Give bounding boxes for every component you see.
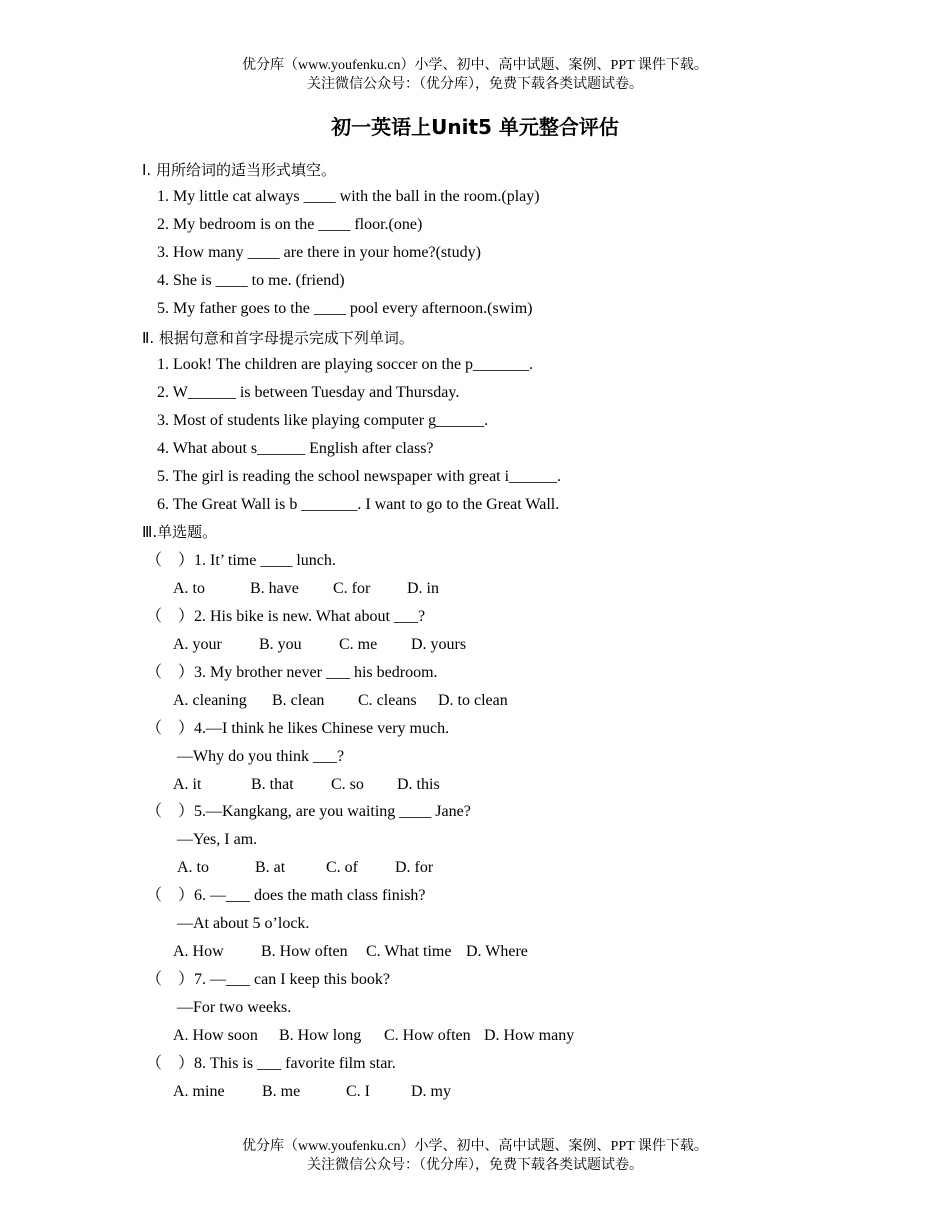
- header-line-1: 优分库（www.youfenku.cn）小学、初中、高中试题、案例、PPT 课件下载。: [242, 58, 708, 73]
- option-c: C. of: [326, 859, 358, 876]
- header-line-2: 关注微信公众号：（优分库），免费下载各类试题试卷。: [307, 77, 643, 92]
- option-c: C. so: [331, 776, 364, 793]
- question-stem: （ ）1. It’ time ____ lunch.: [146, 552, 336, 569]
- option-a: A. your: [173, 636, 222, 653]
- option-a: A. to: [177, 859, 209, 876]
- option-d: D. to clean: [438, 692, 508, 709]
- question-stem: （ ）5.—Kangkang, are you waiting ____ Jane?: [146, 803, 471, 820]
- question-stem: （ ）7. —___ can I keep this book?: [146, 971, 390, 988]
- section-1-item: 3. How many ____ are there in your home?(study): [157, 244, 481, 261]
- section-2-item: 2. W______ is between Tuesday and Thursday.: [157, 384, 460, 401]
- section-2-item: 3. Most of students like playing computer g______.: [157, 412, 489, 429]
- option-a: A. How soon: [173, 1027, 258, 1044]
- option-d: D. in: [407, 580, 439, 597]
- option-b: B. at: [255, 859, 286, 876]
- question-reply: —At about 5 o’lock.: [177, 915, 310, 932]
- option-d: D. yours: [411, 636, 467, 653]
- section-1-item: 4. She is ____ to me. (friend): [157, 272, 345, 289]
- option-c: C. I: [346, 1083, 370, 1100]
- section-3-heading: Ⅲ.单选题。: [142, 523, 218, 541]
- option-c: C. What time: [366, 943, 452, 960]
- footer-line-1: 优分库（www.youfenku.cn）小学、初中、高中试题、案例、PPT 课件下载。: [242, 1139, 708, 1154]
- option-b: B. you: [259, 636, 302, 653]
- section-1-heading: Ⅰ. 用所给词的适当形式填空。: [142, 161, 336, 179]
- question-reply: —Why do you think ___?: [177, 748, 345, 765]
- option-a: A. to: [173, 580, 205, 597]
- option-b: B. How long: [279, 1027, 362, 1044]
- option-d: D. for: [395, 859, 434, 876]
- option-d: D. my: [411, 1083, 451, 1100]
- section-1-item: 1. My little cat always ____ with the ball in the room.(play): [157, 188, 540, 205]
- document-title: 初一英语上Unit5 单元整合评估: [331, 115, 619, 139]
- option-a: A. mine: [173, 1083, 225, 1100]
- option-c: C. cleans: [358, 692, 417, 709]
- section-1-item: 5. My father goes to the ____ pool every afternoon.(swim): [157, 300, 533, 317]
- section-2-item: 6. The Great Wall is b _______. I want to go to the Great Wall.: [157, 496, 560, 513]
- question-stem: （ ）4.—I think he likes Chinese very much.: [146, 720, 450, 737]
- option-b: B. that: [251, 776, 294, 793]
- option-b: B. clean: [272, 692, 325, 709]
- option-b: B. How often: [261, 943, 348, 960]
- option-d: D. this: [397, 776, 440, 793]
- option-a: A. How: [173, 943, 224, 960]
- option-d: D. How many: [484, 1027, 575, 1044]
- section-2-item: 5. The girl is reading the school newspaper with great i______.: [157, 468, 562, 485]
- option-c: C. How often: [384, 1027, 471, 1044]
- question-stem: （ ）6. —___ does the math class finish?: [146, 887, 426, 904]
- option-d: D. Where: [466, 943, 528, 960]
- option-a: A. it: [173, 776, 202, 793]
- question-stem: （ ）2. His bike is new. What about ___?: [146, 608, 426, 625]
- option-c: C. me: [339, 636, 378, 653]
- option-b: B. me: [262, 1083, 301, 1100]
- section-2-item: 1. Look! The children are playing soccer on the p_______.: [157, 356, 534, 373]
- option-c: C. for: [333, 580, 371, 597]
- question-stem: （ ）8. This is ___ favorite film star.: [146, 1055, 396, 1072]
- question-reply: —Yes, I am.: [177, 831, 258, 848]
- question-reply: —For two weeks.: [177, 999, 292, 1016]
- page-header: [0, 56, 950, 94]
- section-2-heading: Ⅱ. 根据句意和首字母提示完成下列单词。: [142, 329, 414, 347]
- option-a: A. cleaning: [173, 692, 247, 709]
- footer-line-2: 关注微信公众号：（优分库），免费下载各类试题试卷。: [307, 1158, 643, 1173]
- section-1-item: 2. My bedroom is on the ____ floor.(one): [157, 216, 423, 233]
- option-b: B. have: [250, 580, 299, 597]
- section-2-item: 4. What about s______ English after class?: [157, 440, 434, 457]
- question-stem: （ ）3. My brother never ___ his bedroom.: [146, 664, 438, 681]
- page-footer: [0, 1137, 950, 1175]
